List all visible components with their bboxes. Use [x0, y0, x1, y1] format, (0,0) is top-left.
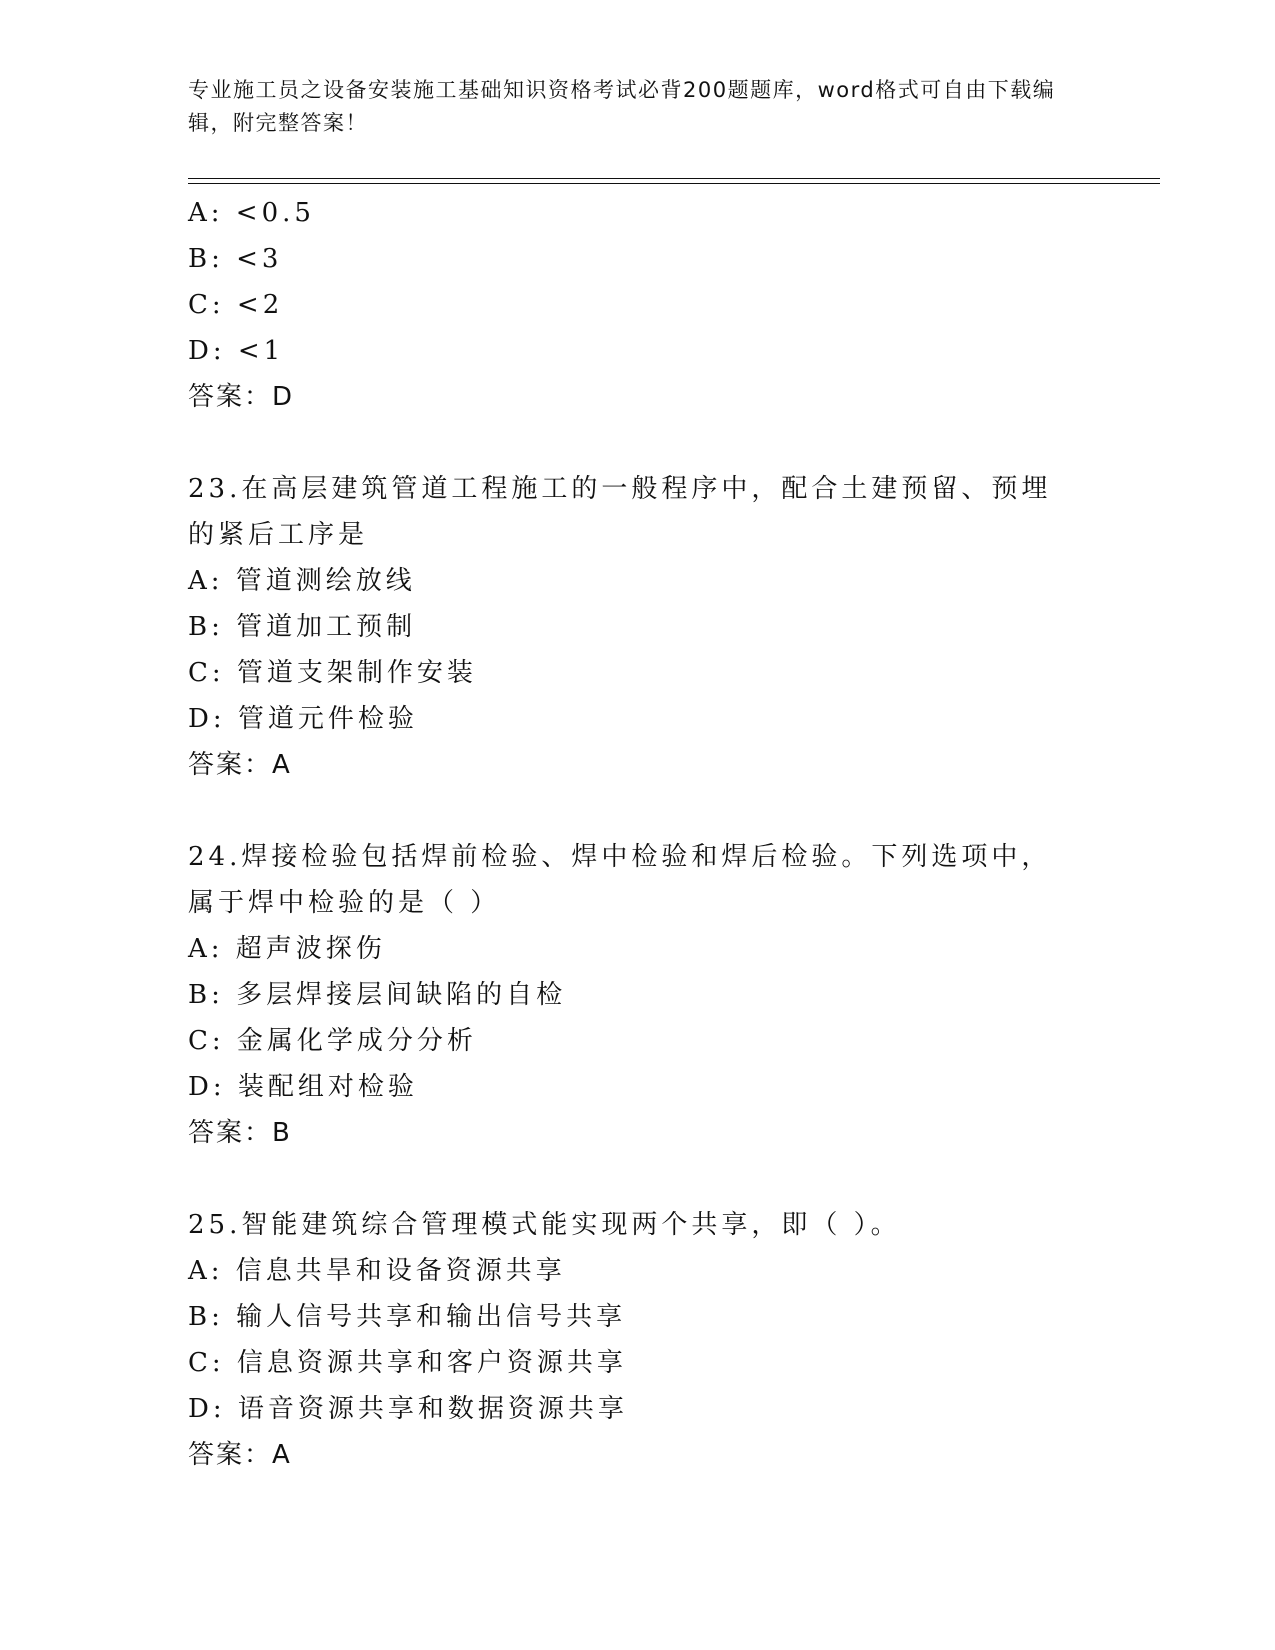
answer: 答案：A	[188, 1440, 292, 1470]
header-divider-top	[188, 178, 1160, 179]
option-b: B: <3	[188, 244, 283, 274]
answer: 答案：A	[188, 750, 292, 780]
question-list	[188, 190, 1088, 1478]
question-text: 23.在高层建筑管道工程施工的一般程序中，配合土建预留、预埋的紧后工序是	[188, 474, 1052, 550]
option-a: A: 管道测绘放线	[188, 566, 416, 596]
option-c: C: 管道支架制作安装	[188, 658, 477, 688]
question-text: 24.焊接检验包括焊前检验、焊中检验和焊后检验。下列选项中，属于焊中检验的是（ ）	[188, 842, 1052, 918]
option-d: D: <1	[188, 336, 285, 366]
option-c: C: 信息资源共享和客户资源共享	[188, 1348, 627, 1378]
question-text: 25.智能建筑综合管理模式能实现两个共享，即（ ）。	[188, 1210, 901, 1240]
option-a: A: 信息共旱和设备资源共享	[188, 1256, 566, 1286]
option-c: C: 金属化学成分分析	[188, 1026, 477, 1056]
answer: 答案：D	[188, 382, 295, 412]
question-23	[188, 466, 1088, 788]
answer: 答案：B	[188, 1118, 292, 1148]
option-b: B: 多层焊接层间缺陷的自检	[188, 980, 567, 1010]
option-c: C: <2	[188, 290, 284, 320]
option-d: D: 装配组对检验	[188, 1072, 418, 1102]
option-b: B: 输人信号共享和输出信号共享	[188, 1302, 627, 1332]
question-22	[188, 190, 1088, 420]
option-a: A: 超声波探伤	[188, 934, 386, 964]
page-header: 专业施工员之设备安装施工基础知识资格考试必背200题题库，word格式可自由下载编辑，附完整答案！	[188, 78, 1056, 135]
option-a: A: <0.5	[188, 198, 315, 228]
option-b: B: 管道加工预制	[188, 612, 417, 642]
question-25	[188, 1202, 1088, 1478]
header-divider-bottom	[188, 183, 1160, 184]
question-24	[188, 834, 1088, 1156]
option-d: D: 管道元件检验	[188, 704, 418, 734]
option-d: D: 语音资源共享和数据资源共享	[188, 1394, 628, 1424]
